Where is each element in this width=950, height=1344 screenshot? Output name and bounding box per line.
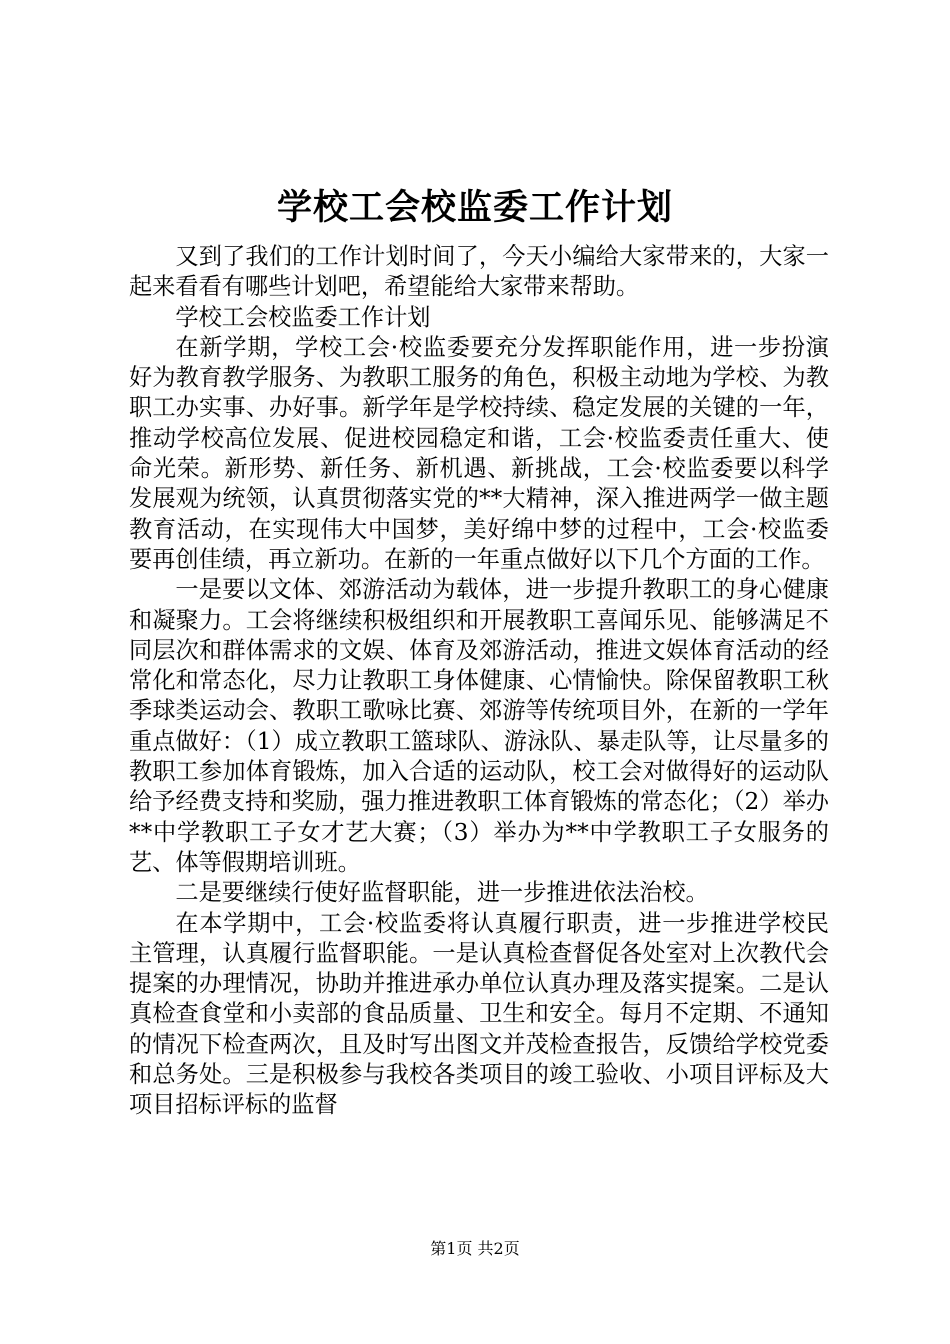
paragraph: 又到了我们的工作计划时间了，今天小编给大家带来的，大家一起来看看有哪些计划吧，希望能给大家带来帮助。: [129, 243, 829, 301]
document-title: 学校工会校监委工作计划: [276, 187, 673, 228]
paragraph-subtitle: 学校工会校监委工作计划: [175, 303, 431, 331]
paragraph: 在新学期，学校工会·校监委要充分发挥职能作用，进一步扮演好为教育教学服务、为教职工服务的角色，积极主动地为学校、为教职工办实事、办好事。新学年是学校持续、稳定发展的关键的一年，推动学校高位发展、促进校园稳定和谐，工会·校监委责任重大、使命光荣。新形势、新任务、新机遇、新挑战，工会·校监委要以科学发展观为统领，认真贯彻落实党的**大精神，深入推进两学一做主题教育活动，在实现伟大中国梦，美好绵中梦的过程中，工会·校监委要再创佳绩，再立新功。在新的一年重点做好以下几个方面的工作。: [129, 333, 829, 573]
paragraph: 在本学期中，工会·校监委将认真履行职责，进一步推进学校民主管理，认真履行监督职能。一是认真检查督促各处室对上次教代会提案的办理情况，协助并推进承办单位认真办理及落实提案。二是认真检查食堂和小卖部的食品质量、卫生和安全。每月不定期、不通知的情况下检查两次，且及时写出图文并茂检查报告，反馈给学校党委和总务处。三是积极参与我校各类项目的竣工验收、小项目评标及大项目招标评标的监督: [129, 909, 829, 1119]
document-body: [129, 242, 829, 1121]
page-footer: 第1页 共2页: [430, 1239, 520, 1258]
paragraph: 一是要以文体、郊游活动为载体，进一步提升教职工的身心健康和凝聚力。工会将继续积极组织和开展教职工喜闻乐见、能够满足不同层次和群体需求的文娱、体育及郊游活动，推进文娱体育活动的经常化和常态化，尽力让教职工身体健康、心情愉快。除保留教职工秋季球类运动会、教职工歌咏比赛、郊游等传统项目外，在新的一学年重点做好：（1）成立教职工篮球队、游泳队、暴走队等，让尽量多的教职工参加体育锻炼，加入合适的运动队，校工会对做得好的运动队给予经费支持和奖励，强力推进教职工体育锻炼的常态化；（2）举办**中学教职工子女才艺大赛；（3）举办为**中学教职工子女服务的艺、体等假期培训班。: [129, 576, 829, 876]
paragraph: 二是要继续行使好监督职能，进一步推进依法治校。: [175, 879, 709, 907]
